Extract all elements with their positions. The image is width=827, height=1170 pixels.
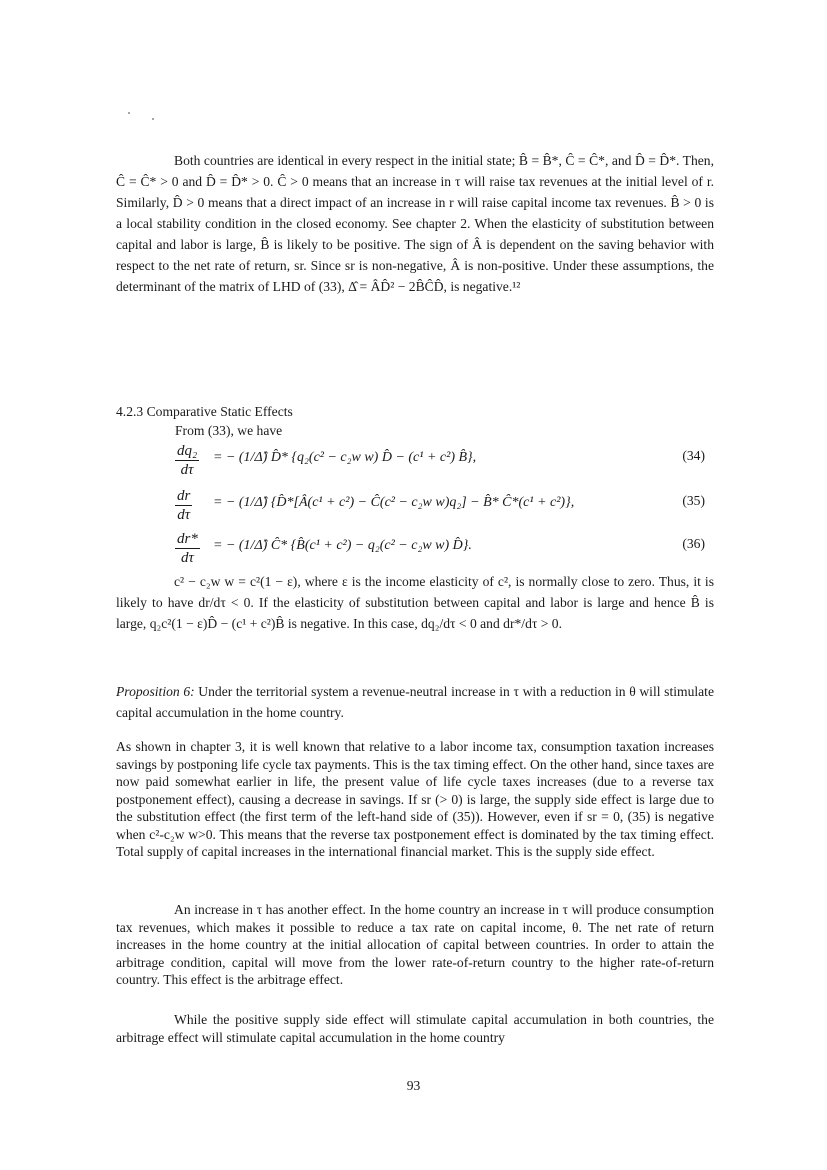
equation-intro: From (33), we have <box>175 423 283 438</box>
arbitrage-paragraph: An increase in τ has another effect. In the home country an increase in τ will produce consumption tax revenues, which makes it possible to reduce a tax rate on capital income, θ. The net rate of return increases in the home country at the initial allocation of capital between countries. In order to attain the arbitrage condition, capital will move from the lower rate-of-return country to the higher rate-of-return country. This effect is the arbitrage effect. <box>116 902 714 987</box>
eq36-number: (36) <box>682 536 705 551</box>
eq35-number: (35) <box>682 493 705 508</box>
eq35-lhs: $\frac{dr}{d\tau}$ <box>177 488 191 523</box>
after-equations-paragraph: c² − c₂w w = c²(1 − ε), where ε is the income elasticity of c², is normally close to zero. Thus, it is likely to have dr/dτ < 0. If the elasticity of substitution between capital and labor is large and hence B̂ is large, q₂c²(1 − ε)D̂ − (c¹ + c²)B̂ is negative. In this case, dq₂/dτ < 0 and dr*/dτ > 0. <box>116 574 714 631</box>
eq34-number: (34) <box>682 448 705 463</box>
eq36-rhs: = − (1/Δ̂) Ĉ* {B̂(c¹ + c²) − q₂(c² − c₂w w) D̂}. <box>213 538 472 553</box>
eq34-lhs: $\frac{\text{dq₂}}{d\tau}$ <box>177 443 198 478</box>
supply-side-paragraph: As shown in chapter 3, it is well known that relative to a labor income tax, consumption taxation increases savings by postponing life cycle tax payments. This is the tax timing effect. On the other hand, since taxes are now paid somewhat earlier in life, the present value of life cycle taxes increases (due to a reverse tax postponement effect), causing a decrease in savings. If sr (> 0) is large, the supply side effect is large due to the substitution effect (the first term of the left-hand side of (35)). However, even if sr = 0, (35) is negative when c²-c₂w w>0. This means that the reverse tax postponement effect is dominated by the tax timing effect. Total supply of capital increases in the international financial market. This is the supply side effect. <box>116 739 714 859</box>
equation-34 <box>175 442 715 486</box>
scan-speck <box>152 118 154 120</box>
section-heading: 4.2.3 Comparative Static Effects <box>116 404 293 419</box>
eq35-rhs: = − (1/Δ̂) {D̂*[Â(c¹ + c²) − Ĉ(c² − c₂w w)q₂] − B̂* Ĉ*(c¹ + c²)}, <box>213 495 575 510</box>
proposition-6 <box>116 681 714 723</box>
equation-35 <box>175 487 715 531</box>
page-number: 93 <box>406 1078 421 1093</box>
eq36-lhs: $\frac{dr*}{d\tau}$ <box>177 531 198 566</box>
proposition-label: Proposition 6: <box>116 684 195 699</box>
proposition-text: Under the territorial system a revenue-neutral increase in τ with a reduction in θ will stimulate capital accumulation in the home country. <box>116 684 714 720</box>
last-paragraph: While the positive supply side effect will stimulate capital accumulation in both countries, the arbitrage effect will stimulate capital accumulation in the home country <box>116 1012 714 1045</box>
intro-paragraph: Both countries are identical in every respect in the initial state; B̂ = B̂*, Ĉ = Ĉ*, and D̂ = D̂*. Then, Ĉ = Ĉ* > 0 and D̂ = D̂* > 0. Ĉ > 0 means that an increase in τ will raise tax revenues at the initial level of r. Similarly, D̂ > 0 means that a direct impact of an increase in r will raise capital income tax revenues. B̂ > 0 is a local stability condition in the closed economy. See chapter 2. When the elasticity of substitution between capital and labor is large, B̂ is likely to be positive. The sign of Â is dependent on the saving behavior with respect to the net rate of return, sr. Since sr is non-negative, Â is non-positive. Under these assumptions, the determinant of the matrix of LHD of (33), Δ̂ = ÂD̂² − 2B̂ĈD̂, is negative.¹² <box>116 153 714 294</box>
eq34-rhs: = − (1/Δ̂) D̂* {q₂(c² − c₂w w) D̂ − (c¹ + c²) B̂}, <box>213 450 477 465</box>
scan-speck <box>128 112 130 114</box>
equation-36 <box>175 530 715 574</box>
